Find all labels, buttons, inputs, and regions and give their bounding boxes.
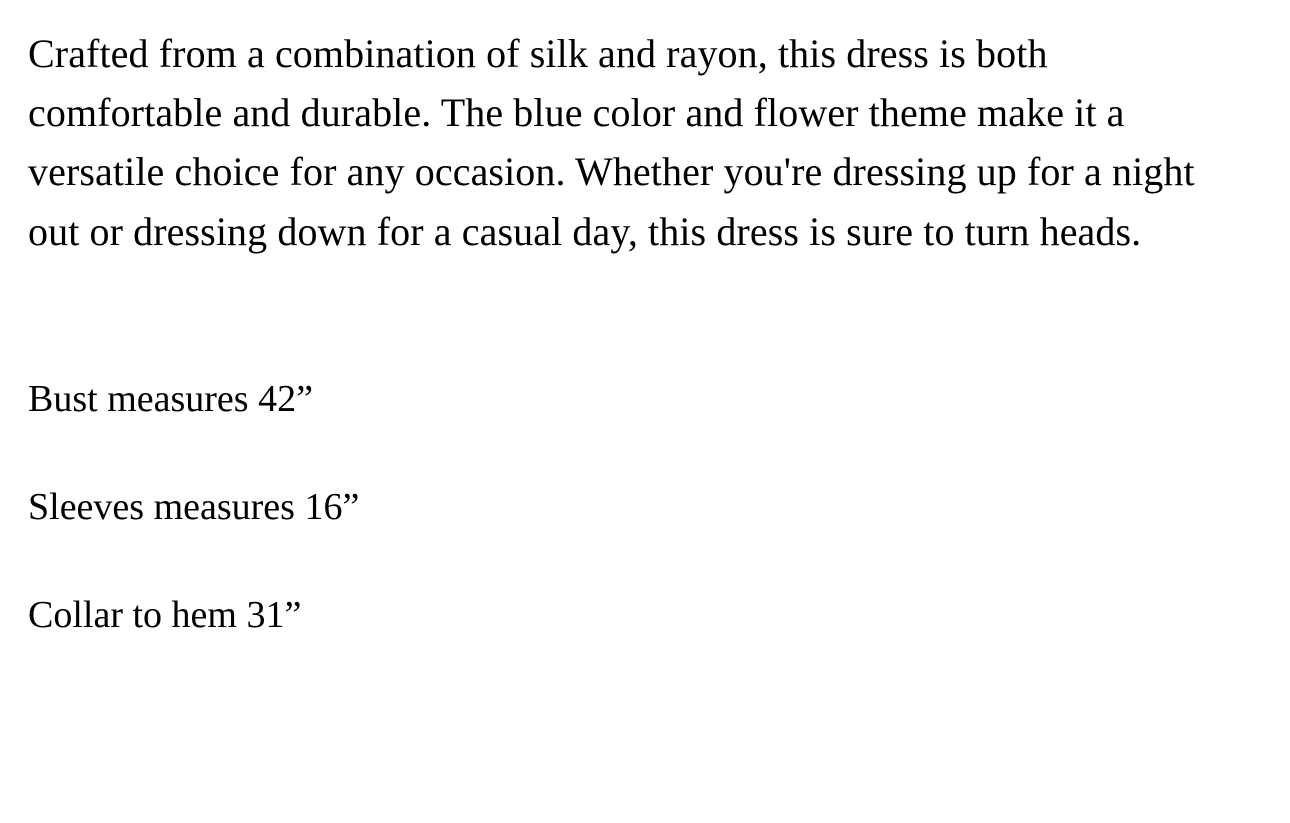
measurement-collar-to-hem: Collar to hem 31” [28, 594, 302, 637]
measurements-list [28, 373, 1250, 643]
section-spacer [28, 261, 1250, 373]
measurement-bust: Bust measures 42” [28, 377, 313, 420]
product-description: Crafted from a combination of silk and rayon, this dress is both comfortable and durable. The blue color and flower theme make it a versatile choice for any occasion. Whether you're dressing up for a night out or dressing down for a casual day, this dress is sure to turn heads. [28, 31, 1195, 254]
measurement-sleeves: Sleeves measures 16” [28, 485, 360, 528]
